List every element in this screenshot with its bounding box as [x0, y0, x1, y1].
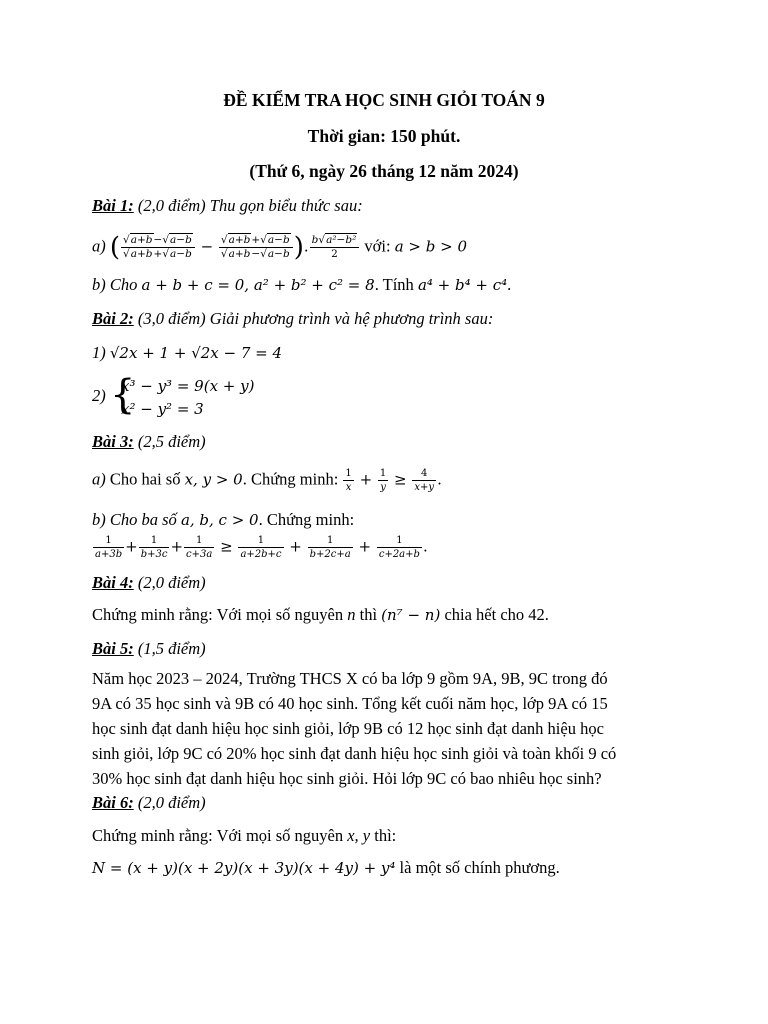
bai1-a-prefix: a) — [92, 236, 110, 256]
bai3-heading — [92, 432, 206, 452]
bai5-heading — [92, 639, 206, 659]
bai6-label: Bài 6: — [92, 793, 134, 812]
bai5-line: học sinh đạt danh hiệu học sinh giỏi, lớp 9B có 12 học sinh đạt danh hiệu học — [92, 719, 604, 738]
bai1-fraction-1: $\frac{√a+b-√a-b}{√a+b+√a-b}$ — [121, 234, 195, 261]
bai1-fraction-3: $\frac{\text{b√a²−b²}}{2}$ — [310, 234, 360, 261]
bai4-text1: Chứng minh rằng: Với mọi số nguyên — [92, 605, 348, 624]
bai2-heading — [92, 309, 493, 329]
bai2-equation-1: x³ − y³ = 9(x + y) — [121, 377, 255, 395]
bai3-part-b — [92, 510, 354, 530]
bai3-desc: (2,5 điểm) — [133, 432, 206, 451]
bai4-text3: chia hết cho 42. — [440, 605, 549, 624]
exam-title: ĐỀ KIỂM TRA HỌC SINH GIỎI TOÁN 9 — [223, 90, 545, 110]
bai3-a-text: Cho hai số — [109, 469, 185, 489]
bai4-text2: thì — [355, 605, 382, 624]
bai1-b-target: a⁴ + b⁴ + c⁴ — [417, 276, 508, 294]
bai3-b-mid: . Chứng minh: — [258, 510, 355, 529]
bai1-b-expr: a + b + c = 0, a² + b² + c² = 8 — [141, 276, 375, 294]
bai6-heading — [92, 793, 206, 813]
system-brace: { — [110, 372, 136, 418]
bai3-part-a: a) Cho hai số x, y > 0. Chứng minh: $\frac{1}{x}$ + $\frac{1}{y}$ ≥ $\frac{4}{x+y}$ . — [92, 468, 442, 493]
bai1-b-mid: . Tính — [374, 275, 418, 294]
bai6-expr: N = (x + y)(x + 2y)(x + 3y)(x + 4y) + y⁴ — [92, 859, 396, 877]
bai6-text1: Chứng minh rằng: Với mọi số nguyên — [92, 826, 348, 845]
bai2-part-1 — [92, 343, 282, 363]
bai1-label: Bài 1: — [92, 196, 134, 215]
bai6-desc: (2,0 điểm) — [133, 793, 206, 812]
bai5-line: sinh giỏi, lớp 9C có 20% học sinh đạt danh hiệu học sinh giỏi và toàn khối 9 có — [92, 744, 617, 763]
bai4-expr: (n⁷ − n) — [381, 606, 441, 624]
bai2-p1-expr: √2x + 1 + √2x − 7 = 4 — [109, 344, 283, 362]
bai3-b-text: Cho ba số — [109, 510, 181, 529]
bai3-b-vars: a, b, c > 0 — [180, 511, 259, 529]
bai2-equation-2: x² − y² = 3 — [121, 400, 204, 418]
bai4-var-n: n — [347, 605, 356, 624]
bai6-text3: là một số chính phương. — [395, 858, 560, 877]
bai2-desc: (3,0 điểm) Giải phương trình và hệ phương trình sau: — [133, 309, 494, 328]
bai1-part-a: a) ( $\frac{√a+b-√a-b}{√a+b+√a-b}$ − $\frac{√a+b+√a-b}{√a+b-√a-b}$ ). $\frac{\text{b√a²−b²}}{2}$ với: a > b > 0 — [92, 232, 467, 263]
paren-close: ) — [293, 232, 304, 263]
bai1-heading — [92, 196, 363, 216]
bai4-label: Bài 4: — [92, 573, 134, 592]
bai6-statement — [92, 826, 396, 846]
bai2-label: Bài 2: — [92, 309, 134, 328]
bai4-statement — [92, 605, 549, 625]
frac-4-over-x-plus-y: $\frac{4}{x+y}$ — [414, 468, 435, 493]
bai5-label: Bài 5: — [92, 639, 134, 658]
frac-1-over-y: $\frac{1}{y}$ — [379, 468, 387, 493]
bai6-text2: thì: — [370, 826, 397, 845]
bai3-a-vars: x, y > 0 — [184, 470, 243, 489]
paren-open: ( — [109, 232, 121, 263]
bai4-desc: (2,0 điểm) — [133, 573, 206, 592]
bai1-desc: (2,0 điểm) Thu gọn biểu thức sau: — [133, 196, 363, 215]
bai1-b-prefix: b) Cho — [92, 275, 142, 294]
bai5-desc: (1,5 điểm) — [133, 639, 206, 658]
bai1-a-cond: a > b > 0 — [394, 237, 467, 256]
bai5-line: 30% học sinh đạt danh hiệu học sinh giỏi. Hỏi lớp 9C có bao nhiêu học sinh? — [92, 769, 602, 788]
bai5-line: Năm học 2023 – 2024, Trường THCS X có ba lớp 9 gồm 9A, 9B, 9C trong đó — [92, 669, 608, 688]
exam-duration: Thời gian: 150 phút. — [307, 126, 461, 146]
bai1-fraction-2: $\frac{√a+b+√a-b}{√a+b-√a-b}$ — [219, 234, 293, 261]
bai2-p2-prefix: 2) — [92, 386, 106, 405]
bai2-p1-prefix: 1) — [92, 343, 110, 362]
exam-date: (Thứ 6, ngày 26 tháng 12 năm 2024) — [249, 161, 519, 181]
bai3-a-mid: . Chứng minh: — [242, 469, 343, 489]
bai1-a-cond-text: với: — [360, 236, 395, 256]
bai3-label: Bài 3: — [92, 432, 134, 451]
bai3-b-prefix: b) — [92, 510, 110, 529]
bai4-heading — [92, 573, 206, 593]
bai2-part-2-prefix — [92, 386, 106, 406]
frac-1-over-x: $\frac{1}{x}$ — [345, 468, 352, 493]
bai1-part-b — [92, 275, 511, 295]
bai6-vars: x, y — [347, 826, 371, 845]
bai5-paragraph — [92, 666, 682, 791]
bai1-b-end: . — [507, 275, 512, 294]
bai3-inequality-b: $\frac{1}{a+3b}$ + $\frac{1}{b+3c}$ + $\frac{1}{c+3a}$ ≥ $\frac{1}{a+2b+c}$ + $\frac{1}{b+2c+a}$ + $\frac{1}{c+2a+b}$ . — [95, 535, 428, 560]
bai6-expression-line — [92, 858, 560, 878]
bai3-a-prefix: a) — [92, 469, 110, 489]
bai5-line: 9A có 35 học sinh và 9B có 40 học sinh. Tổng kết cuối năm học, lớp 9A có 15 — [92, 694, 608, 713]
